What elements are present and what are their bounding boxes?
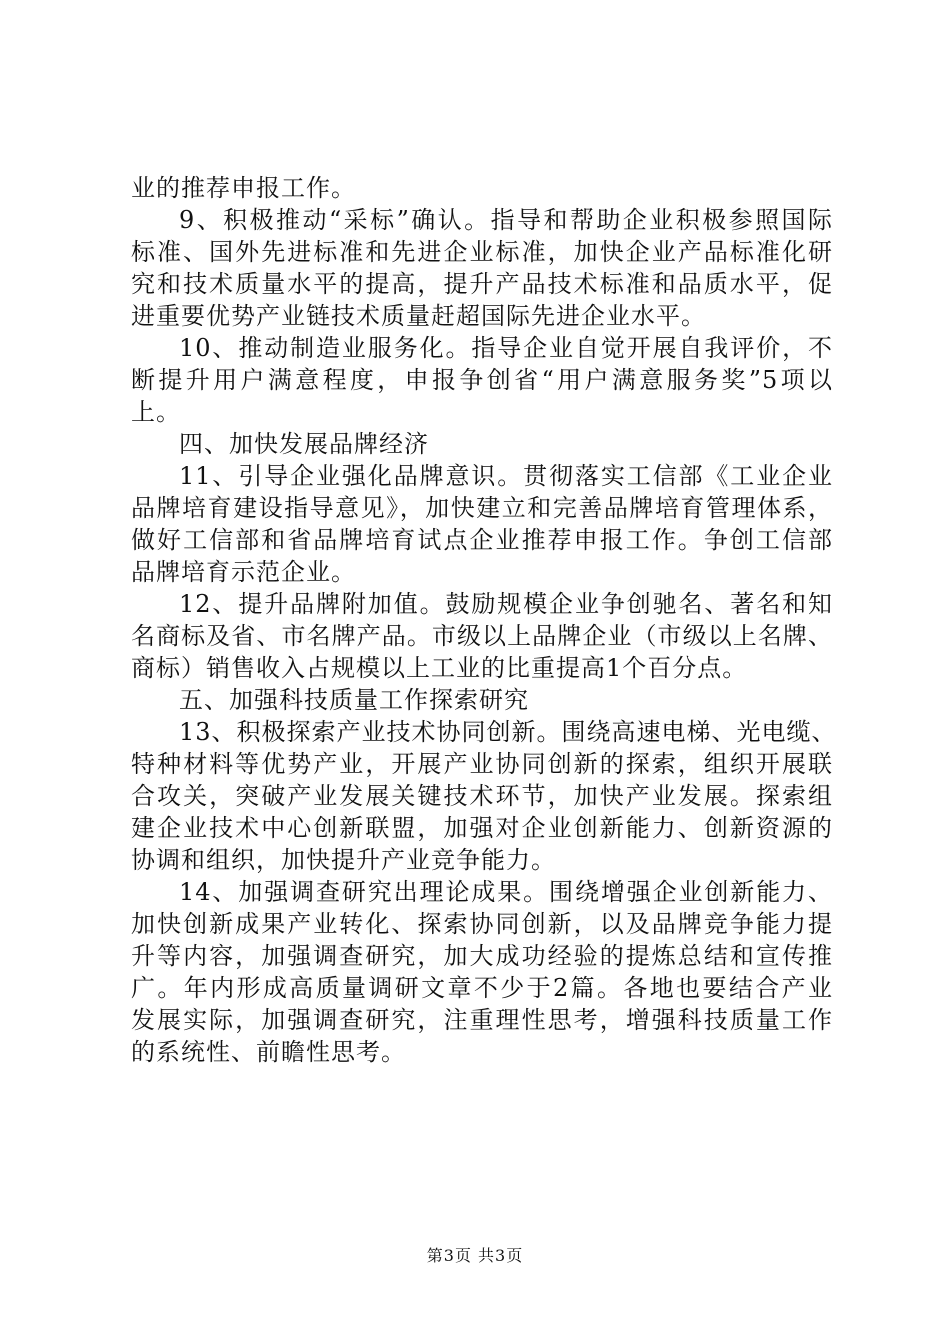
text-line: 升等内容，加强调查研究，加大成功经验的提炼总结和宣传推: [131, 942, 833, 970]
text-line: 11、引导企业强化品牌意识。贯彻落实工信部《工业企业: [179, 462, 833, 490]
text-line: 加快创新成果产业转化、探索协同创新，以及品牌竞争能力提: [131, 910, 833, 938]
page-footer: [0, 1243, 950, 1266]
text-line: 协调和组织，加快提升产业竞争能力。: [131, 846, 556, 874]
text-line: 建企业技术中心创新联盟，加强对企业创新能力、创新资源的: [131, 814, 833, 842]
text-line: 发展实际，加强调查研究，注重理性思考，增强科技质量工作: [131, 1006, 833, 1034]
text-line: 14、加强调查研究出理论成果。围绕增强企业创新能力、: [179, 878, 833, 906]
text-line: 上。: [131, 398, 181, 426]
page-number: 第3页 共3页: [426, 1246, 524, 1265]
text-line: 品牌培育示范企业。: [131, 558, 356, 586]
text-line: 做好工信部和省品牌培育试点企业推荐申报工作。争创工信部: [131, 526, 833, 554]
text-line: 究和技术质量水平的提高，提升产品技术标准和品质水平，促: [131, 270, 833, 298]
text-line: 进重要优势产业链技术质量赶超国际先进企业水平。: [131, 302, 706, 330]
text-line: 广。年内形成高质量调研文章不少于2篇。各地也要结合产业: [131, 974, 833, 1002]
text-line: 的系统性、前瞻性思考。: [131, 1038, 406, 1066]
text-line: 断提升用户满意程度，申报争创省“用户满意服务奖”5项以: [131, 366, 833, 394]
text-line: 合攻关，突破产业发展关键技术环节，加快产业发展。探索组: [131, 782, 833, 810]
text-line: 业的推荐申报工作。: [131, 174, 356, 202]
text-line: 10、推动制造业服务化。指导企业自觉开展自我评价，不: [179, 334, 833, 362]
text-line: 五、加强科技质量工作探索研究: [179, 686, 529, 714]
document-body: [131, 172, 837, 1068]
text-line: 9、积极推动“采标”确认。指导和帮助企业积极参照国际: [179, 206, 833, 234]
text-line: 四、加快发展品牌经济: [179, 430, 429, 458]
text-line: 特种材料等优势产业，开展产业协同创新的探索，组织开展联: [131, 750, 833, 778]
text-line: 品牌培育建设指导意见》，加快建立和完善品牌培育管理体系，: [131, 494, 833, 522]
text-line: 12、提升品牌附加值。鼓励规模企业争创驰名、著名和知: [179, 590, 833, 618]
text-line: 标准、国外先进标准和先进企业标准，加快企业产品标准化研: [131, 238, 833, 266]
text-line: 13、积极探索产业技术协同创新。围绕高速电梯、光电缆、: [179, 718, 837, 746]
text-line: 商标）销售收入占规模以上工业的比重提高1个百分点。: [131, 654, 748, 682]
text-line: 名商标及省、市名牌产品。市级以上品牌企业（市级以上名牌、: [131, 622, 833, 650]
